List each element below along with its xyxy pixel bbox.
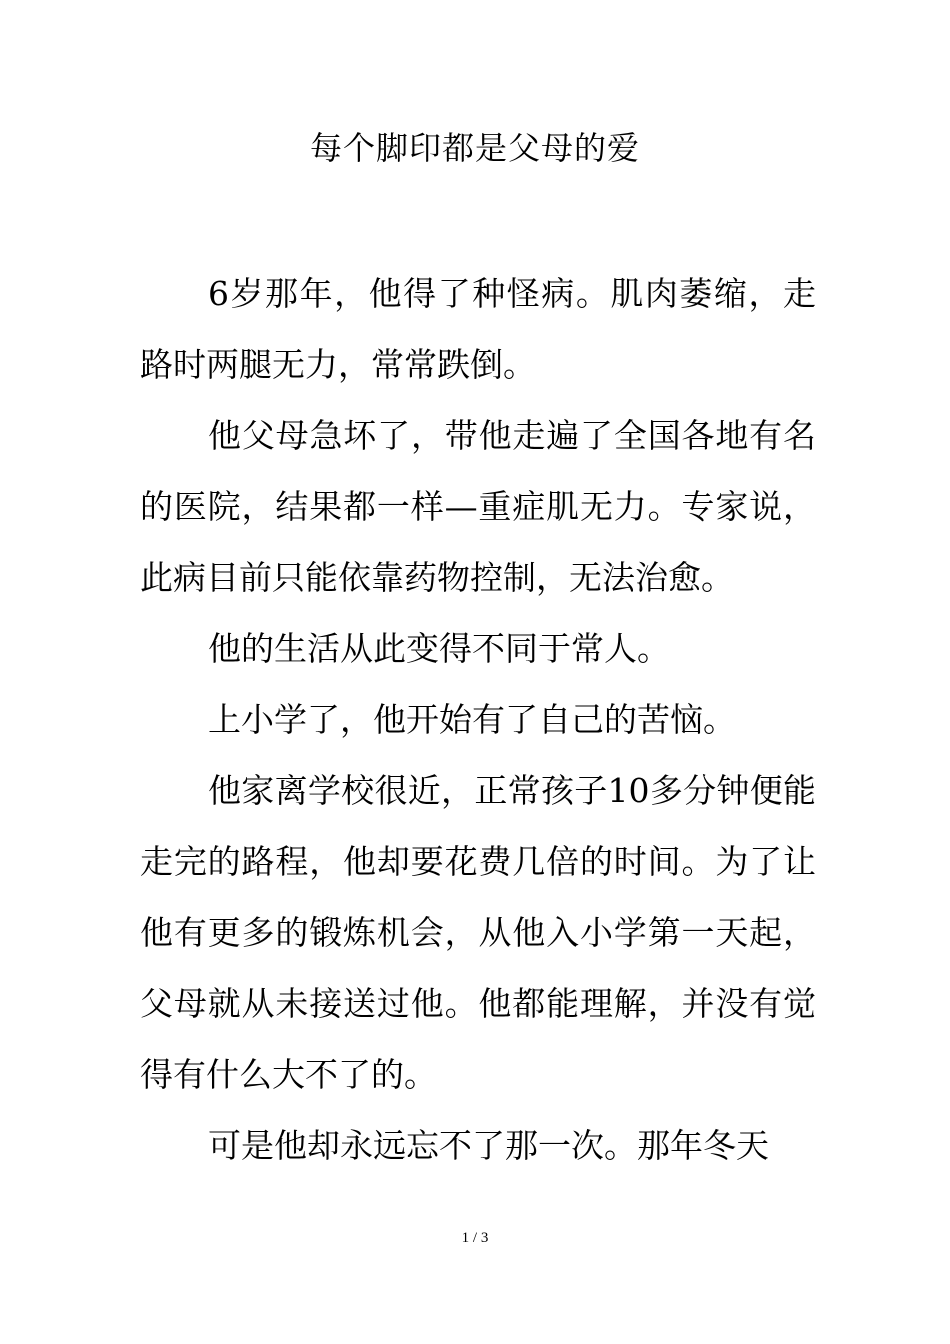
paragraph: 他的生活从此变得不同于常人。 (208, 629, 670, 668)
paragraph: 可是他却永远忘不了那一次。那年冬天 (208, 1126, 769, 1165)
paragraph: 他家离学校很近，正常孩子10多分钟便能走完的路程，他却要花费几倍的时间。为了让他有更多的锻炼机会，从他入小学第一天起，父母就从未接送过他。他都能理解，并没有觉得有什么大不了的。 (140, 771, 816, 1094)
page-number: 1 / 3 (461, 1230, 489, 1246)
paragraph: 上小学了，他开始有了自己的苦恼。 (208, 700, 736, 739)
document-title: 每个脚印都是父母的爱 (309, 129, 640, 167)
paragraph: 他父母急坏了，带他走遍了全国各地有名的医院，结果都一样—重症肌无力。专家说，此病目前只能依靠药物控制，无法治愈。 (140, 416, 816, 597)
paragraph: 6岁那年，他得了种怪病。肌肉萎缩，走路时两腿无力，常常跌倒。 (140, 274, 816, 384)
document-body (140, 258, 816, 1181)
